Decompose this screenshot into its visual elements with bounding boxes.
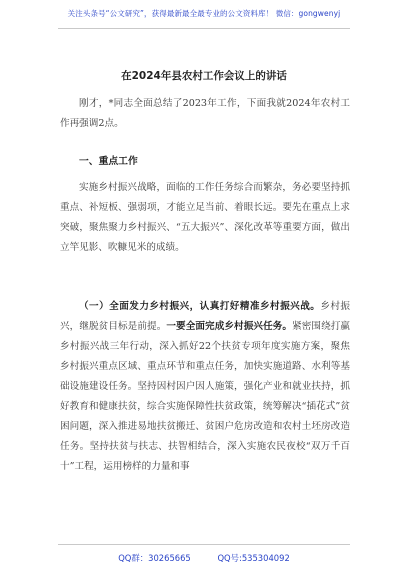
section-1-paragraph: 实施乡村振兴战略，面临的工作任务综合而繁杂，务必要坚持抓重点、补短板、强弱项，才能立足当前、着眼长远。要先在重点上求突破，聚焦聚力乡村振兴、“五大振兴”、深化改革等重要方面，做出立竿见影、吹糠见米的成绩。 [60, 182, 350, 253]
subsection-1-heading: （一）全面发力乡村振兴，认真打好精准乡村振兴战。 [79, 301, 321, 312]
subsection-1-bold-task: 一要全面完成乡村振兴任务。 [166, 321, 293, 332]
footer-qq-number: QQ号:535304092 [217, 553, 290, 563]
intro-paragraph: 刚才，*同志全面总结了2023年工作，下面我就2024年农村工作再强调2点。 [60, 98, 350, 129]
footer-qq-group: QQ群：30265665 [118, 553, 191, 563]
header-banner: 关注头条号“公文研究”，获得最新最全最专业的公文资料库！ 微信：gongwenyj [67, 9, 341, 18]
subsection-1-paragraph [60, 297, 350, 477]
subsection-1-lead: 乡村振兴，继脱贫目标是前提。 [60, 301, 351, 332]
document-title: 在2024年县农村工作会议上的讲话 [121, 70, 287, 82]
subsection-1-body: 紧密围绕打赢乡村振兴战三年行动，深入抓好22个扶贫专项年度实施方案，聚焦乡村振兴重点区域、重点环节和重点任务，加快实施道路、水利等基础设施建设任务。坚持因村因户因人施策，强化产业和就业扶持，抓好教育和健康扶贫，综合实施保障性扶贫政策，统筹解决“插花式”贫困问题，深入推进易地扶贫搬迁、贫困户危房改造和农村土坯房改造任务。坚持扶贫与扶志、扶智相结合，深入实施农民夜校“双万千百十”工程，运用榜样的力量和事 [60, 321, 351, 472]
footer [0, 552, 408, 564]
header-divider [58, 28, 350, 29]
footer-divider [58, 544, 350, 545]
section-heading-1: 一、重点工作 [79, 156, 138, 167]
